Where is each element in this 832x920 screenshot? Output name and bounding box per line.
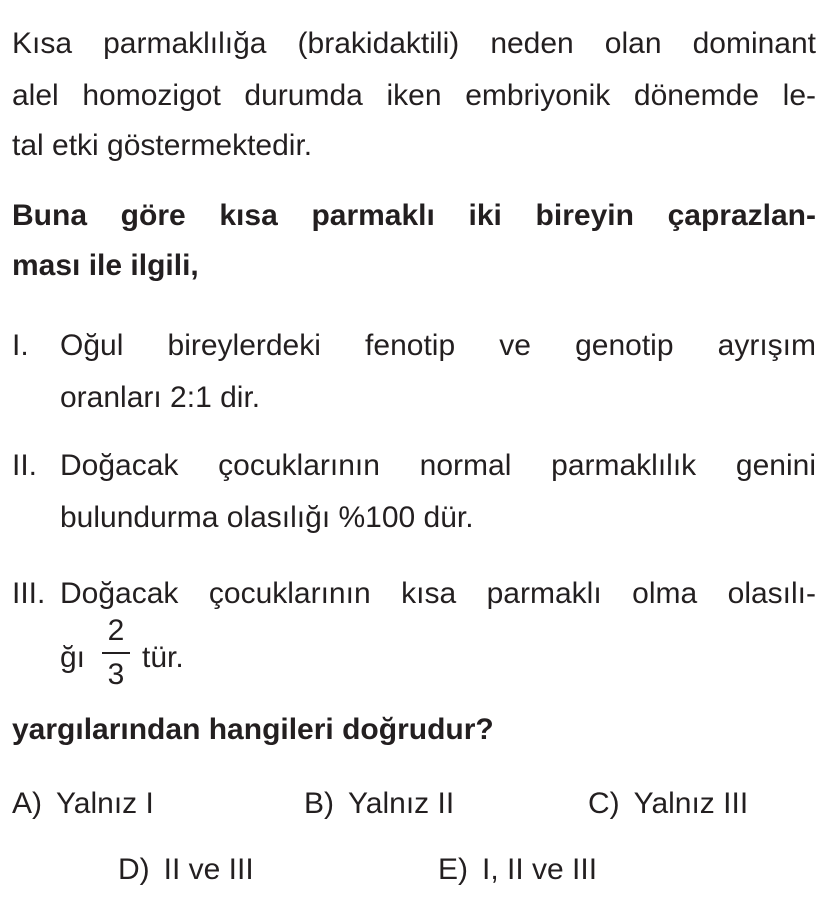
statement-3-line-1: Doğacak çocuklarının kısa parmaklı olma olasılı- [60, 577, 816, 610]
intro-line-3: tal etki göstermektedir. [12, 129, 313, 162]
statement-1-line-1: Oğul bireylerdeki fenotip ve genotip ayrışım [60, 329, 816, 362]
option-c-text: Yalnız III [633, 787, 749, 820]
option-c[interactable] [588, 786, 748, 822]
option-c-letter: C) [588, 787, 620, 820]
statement-3-suffix: tür. [142, 641, 184, 674]
option-e-letter: E) [438, 853, 468, 886]
statement-3-numeral: III. [12, 577, 46, 610]
statement-3-prefix: ğı [60, 641, 86, 674]
option-a[interactable] [12, 786, 154, 822]
statement-1-numeral: I. [12, 329, 29, 362]
option-e[interactable] [438, 852, 597, 888]
option-d-letter: D) [118, 853, 150, 886]
option-b[interactable] [304, 786, 454, 822]
option-d-text: II ve III [163, 853, 254, 886]
fraction-bar [102, 652, 130, 654]
option-d[interactable] [118, 852, 254, 888]
option-b-letter: B) [304, 787, 334, 820]
statement-1-line-2: oranları 2:1 dir. [60, 381, 261, 414]
statement-2-numeral: II. [12, 449, 38, 482]
question-prompt: yargılarından hangileri doğrudur? [12, 713, 494, 746]
option-e-text: I, II ve III [482, 853, 598, 886]
statement-2-line-1: Doğacak çocuklarının normal parmaklılık genini [60, 449, 816, 482]
fraction-numerator: 2 [107, 614, 125, 647]
option-b-text: Yalnız II [348, 787, 455, 820]
fraction-denominator: 3 [107, 658, 125, 691]
option-a-letter: A) [12, 787, 42, 820]
question-line-2: ması ile ilgili, [12, 249, 199, 282]
option-a-text: Yalnız I [56, 787, 154, 820]
fraction [102, 614, 130, 692]
intro-line-2: alel homozigot durumda iken embriyonik dönemde le- [12, 79, 816, 112]
statement-2-line-2: bulundurma olasılığı %100 dür. [60, 501, 474, 534]
intro-line-1: Kısa parmaklılığa (brakidaktili) neden olan dominant [12, 27, 816, 60]
question-line-1: Buna göre kısa parmaklı iki bireyin çaprazlan- [12, 199, 816, 232]
